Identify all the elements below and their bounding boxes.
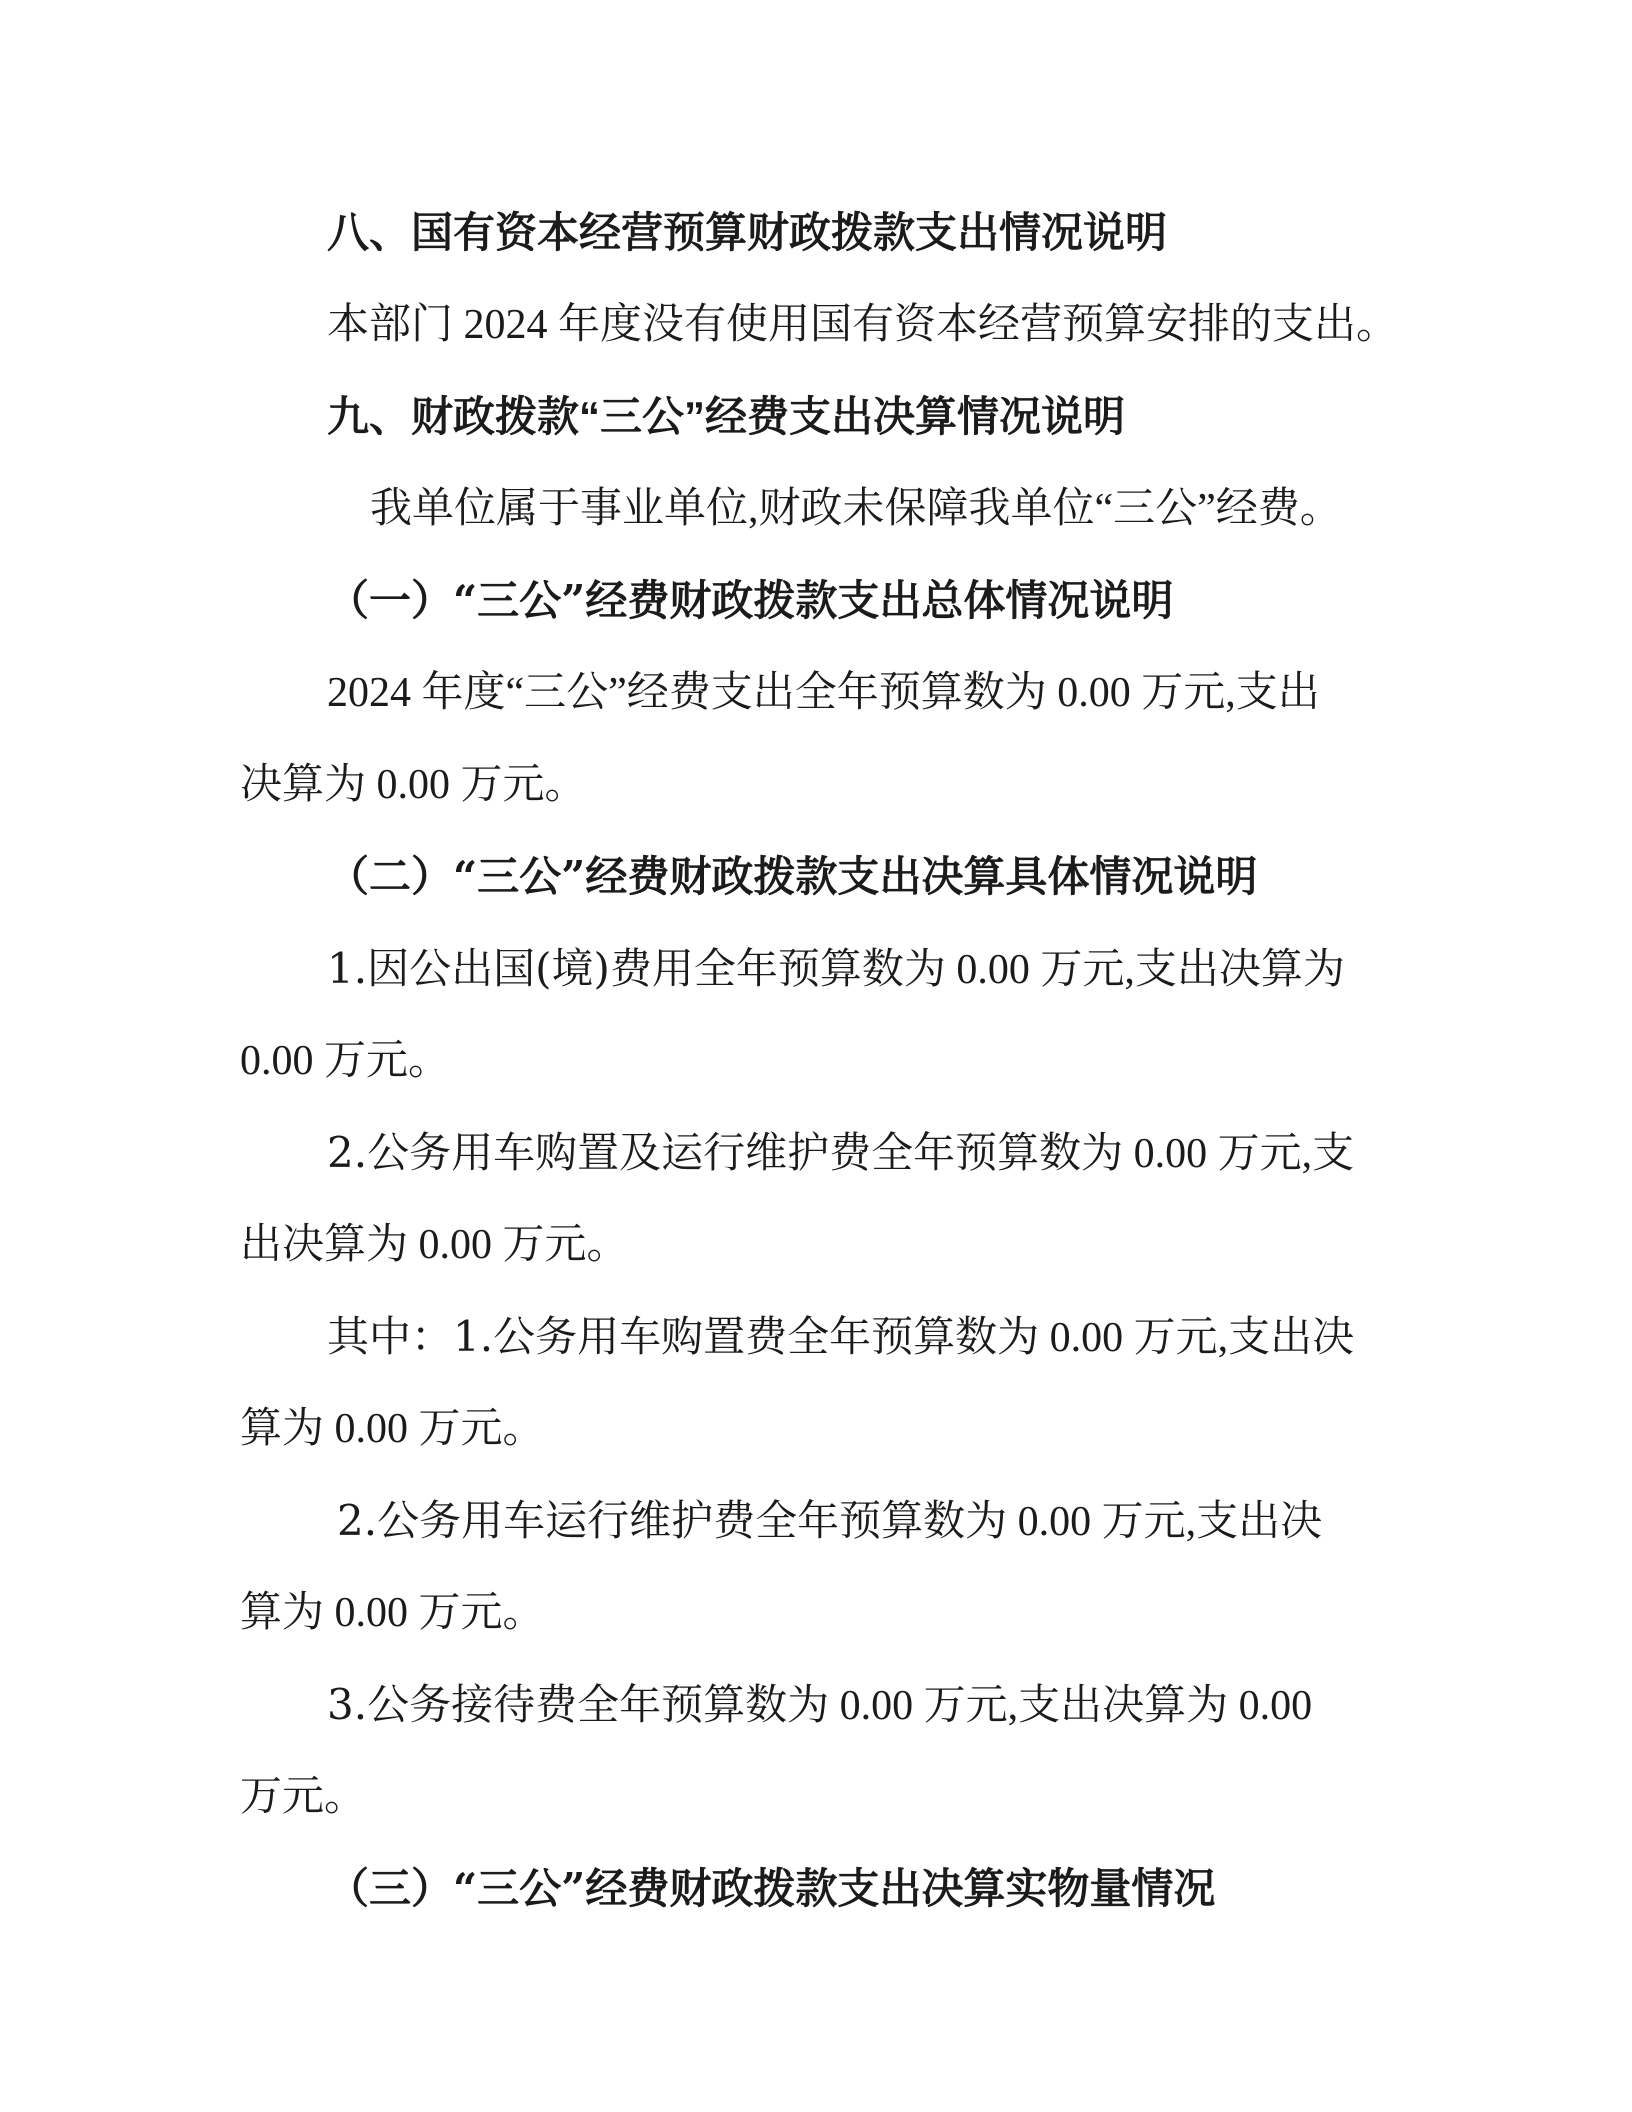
text-run: 决算为 0.00 万元。 [240, 762, 587, 808]
text-run: 2.公务用车运行维护费 [337, 1496, 756, 1545]
sub-heading [240, 555, 1392, 647]
text-line [240, 1751, 1392, 1843]
text-run: 全年预算数为 0.00 万元,支出决算为 [693, 947, 1345, 993]
text-line [240, 1475, 1392, 1567]
text-run: 九、财政拨款“三公”经费支出决算情况说明 [327, 393, 1126, 440]
text-run: 全年预算数为 0.00 万元,支出决 [787, 1315, 1355, 1361]
text-run: 1.因公出国(境)费用 [327, 944, 694, 993]
text-run: 万元。 [240, 1774, 367, 1820]
text-run: 其中：1.公务用车购置费 [327, 1312, 788, 1361]
text-line [240, 1199, 1392, 1291]
text-run: 2.公务用车购置及运行维护费 [327, 1128, 872, 1177]
text-run: 八、国有资本经营预算财政拨款支出情况说明 [327, 209, 1168, 256]
sub-heading [240, 831, 1392, 923]
text-line [240, 1291, 1392, 1383]
text-line [240, 1015, 1392, 1107]
text-line [240, 279, 1399, 371]
text-line [240, 1383, 1392, 1475]
text-line [240, 1567, 1392, 1659]
section-heading [240, 187, 1392, 279]
text-line [240, 1107, 1392, 1199]
text-line [240, 647, 1392, 739]
text-run: 算为 0.00 万元。 [240, 1590, 545, 1636]
text-run: 算为 0.00 万元。 [240, 1406, 545, 1452]
text-run: 3.公务接待费 [327, 1680, 578, 1729]
text-run: 出决算为 0.00 万元。 [240, 1222, 629, 1268]
text-line [240, 1659, 1392, 1751]
section-heading [240, 371, 1392, 463]
text-run: 2024 年度“三公”经费支出全年预算数为 0.00 万元,支出 [327, 670, 1320, 716]
text-line [240, 739, 1392, 831]
text-run: 本部门 2024 年度没有使用国有资本经营预算安排的支出。 [327, 302, 1399, 348]
text-run: 全年预算数为 0.00 万元,支 [871, 1131, 1355, 1177]
text-run: （三）“三公”经费财政拨款支出决算实物量情况 [327, 1864, 1216, 1913]
text-run: （一）“三公”经费财政拨款支出总体情况说明 [327, 576, 1174, 625]
text-run: 全年预算数为 0.00 万元,支出决 [755, 1499, 1323, 1545]
text-line [240, 923, 1392, 1015]
sub-heading [240, 1843, 1392, 1935]
document-body [240, 187, 1399, 1935]
text-run: 全年预算数为 0.00 万元,支出决算为 0.00 [577, 1683, 1313, 1729]
text-run: 0.00 万元。 [240, 1038, 451, 1084]
text-run: （二）“三公”经费财政拨款支出决算具体情况说明 [327, 852, 1258, 901]
text-run: 我单位属于事业单位,财政未保障我单位“三公”经费。 [370, 486, 1342, 532]
text-line [240, 463, 1392, 555]
